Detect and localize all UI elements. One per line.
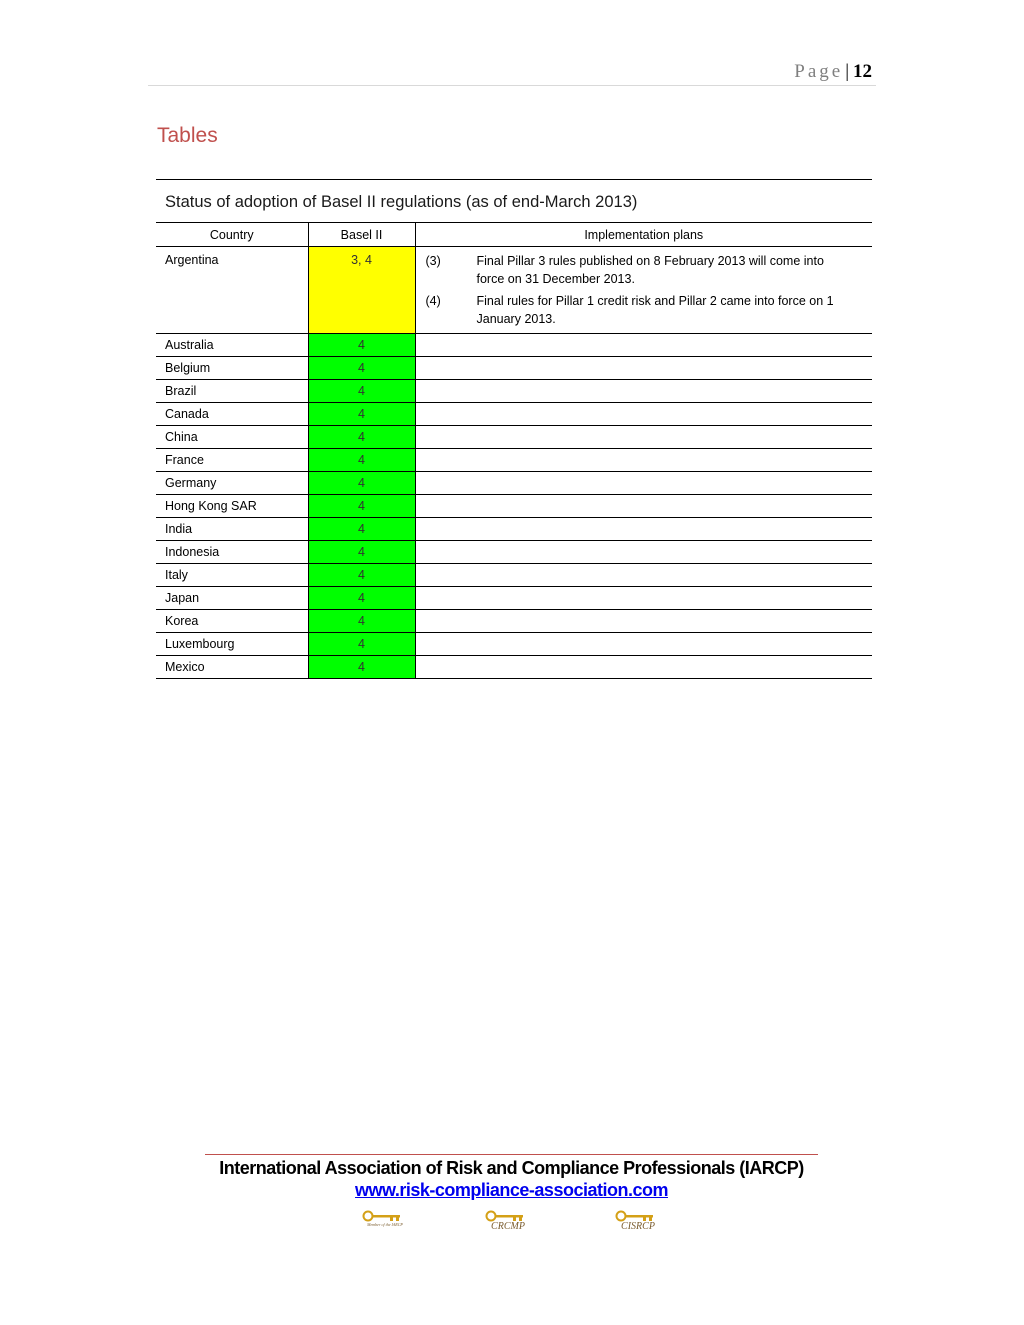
column-header-basel: Basel II — [308, 223, 415, 247]
basel-cell: 4 — [308, 495, 415, 518]
table-row — [156, 334, 872, 357]
table-row — [156, 495, 872, 518]
basel-cell: 4 — [308, 541, 415, 564]
table-row — [156, 472, 872, 495]
page-number-value: 12 — [853, 61, 872, 82]
cisrcp-logo — [608, 1210, 668, 1238]
logo-caption: Member of the IARCP — [367, 1222, 403, 1227]
basel-cell: 4 — [308, 449, 415, 472]
table-row — [156, 426, 872, 449]
country-cell: Argentina — [156, 247, 308, 334]
footer-divider — [205, 1154, 818, 1155]
basel-cell: 4 — [308, 610, 415, 633]
table-header-row — [156, 223, 872, 247]
country-cell: China — [156, 426, 308, 449]
page-header — [148, 60, 876, 86]
table-row — [156, 541, 872, 564]
basel-cell: 4 — [308, 587, 415, 610]
implementation-cell — [415, 587, 872, 610]
basel-cell: 4 — [308, 334, 415, 357]
footer — [205, 1154, 818, 1201]
basel-cell: 4 — [308, 633, 415, 656]
table-row — [156, 247, 872, 334]
key-icon — [362, 1210, 408, 1222]
basel-table — [156, 179, 872, 679]
implementation-cell — [415, 518, 872, 541]
table-row — [156, 633, 872, 656]
table-row — [156, 449, 872, 472]
page-number — [794, 61, 872, 83]
implementation-cell — [415, 610, 872, 633]
adoption-table — [156, 222, 872, 679]
basel-cell: 4 — [308, 656, 415, 679]
country-cell: Indonesia — [156, 541, 308, 564]
iarcp-member-logo — [355, 1210, 415, 1238]
implementation-cell — [415, 357, 872, 380]
country-cell: Canada — [156, 403, 308, 426]
table-row — [156, 357, 872, 380]
implementation-cell — [415, 541, 872, 564]
basel-cell: 4 — [308, 426, 415, 449]
implementation-cell — [415, 334, 872, 357]
implementation-cell — [415, 380, 872, 403]
organization-link[interactable]: www.risk-compliance-association.com — [355, 1180, 668, 1200]
organization-name: International Association of Risk and Compliance Professionals (IARCP) — [219, 1158, 804, 1178]
country-cell: Mexico — [156, 656, 308, 679]
basel-cell: 4 — [308, 518, 415, 541]
logo-caption: CISRCP — [621, 1221, 655, 1232]
country-cell: Japan — [156, 587, 308, 610]
country-cell: India — [156, 518, 308, 541]
country-cell: Australia — [156, 334, 308, 357]
country-cell: Hong Kong SAR — [156, 495, 308, 518]
implementation-cell — [415, 247, 872, 334]
implementation-note — [426, 293, 853, 328]
implementation-cell — [415, 426, 872, 449]
country-cell: Luxembourg — [156, 633, 308, 656]
basel-cell: 3, 4 — [308, 247, 415, 334]
basel-cell: 4 — [308, 564, 415, 587]
column-header-country: Country — [156, 223, 308, 247]
page-word: Page — [794, 61, 844, 82]
table-row — [156, 518, 872, 541]
section-title: Tables — [157, 124, 218, 147]
table-row — [156, 656, 872, 679]
table-row — [156, 610, 872, 633]
implementation-cell — [415, 403, 872, 426]
note-label: (4) — [425, 294, 441, 308]
basel-cell: 4 — [308, 403, 415, 426]
implementation-note — [426, 253, 853, 288]
country-cell: Italy — [156, 564, 308, 587]
implementation-cell — [415, 495, 872, 518]
country-cell: Belgium — [156, 357, 308, 380]
page-separator: | — [845, 61, 849, 82]
basel-cell: 4 — [308, 357, 415, 380]
basel-cell: 4 — [308, 472, 415, 495]
country-cell: Germany — [156, 472, 308, 495]
implementation-cell — [415, 564, 872, 587]
table-row — [156, 587, 872, 610]
column-header-implementation: Implementation plans — [415, 223, 872, 247]
country-cell: France — [156, 449, 308, 472]
country-cell: Korea — [156, 610, 308, 633]
basel-cell: 4 — [308, 380, 415, 403]
table-caption: Status of adoption of Basel II regulations (as of end-March 2013) — [156, 179, 872, 222]
implementation-cell — [415, 656, 872, 679]
certification-logos — [355, 1210, 675, 1240]
table-row — [156, 380, 872, 403]
implementation-cell — [415, 633, 872, 656]
logo-caption: CRCMP — [491, 1221, 525, 1232]
note-text: Final Pillar 3 rules published on 8 February 2013 will come into force on 31 December 2013. — [476, 254, 824, 286]
crcmp-logo — [478, 1210, 538, 1238]
implementation-cell — [415, 449, 872, 472]
country-cell: Brazil — [156, 380, 308, 403]
implementation-cell — [415, 472, 872, 495]
note-text: Final rules for Pillar 1 credit risk and Pillar 2 came into force on 1 January 2013. — [476, 294, 834, 326]
table-row — [156, 564, 872, 587]
note-label: (3) — [425, 254, 441, 268]
table-row — [156, 403, 872, 426]
